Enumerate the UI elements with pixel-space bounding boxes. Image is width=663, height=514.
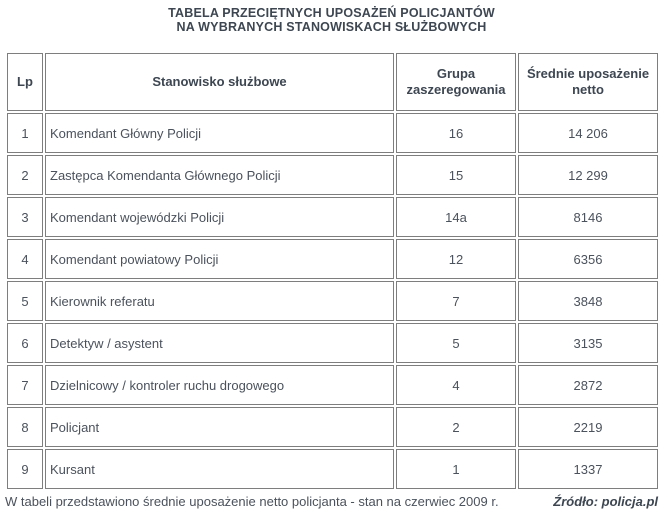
cell-salary: 3848: [518, 281, 658, 321]
cell-group: 16: [396, 113, 516, 153]
cell-group: 2: [396, 407, 516, 447]
table-row: [7, 365, 658, 405]
table-row: [7, 407, 658, 447]
cell-salary: 14 206: [518, 113, 658, 153]
table-row: [7, 113, 658, 153]
cell-lp: 2: [7, 155, 43, 195]
column-header-lp: Lp: [7, 53, 43, 111]
table-row: [7, 449, 658, 489]
cell-salary: 8146: [518, 197, 658, 237]
cell-salary: 12 299: [518, 155, 658, 195]
cell-group: 12: [396, 239, 516, 279]
cell-position: Komendant wojewódzki Policji: [45, 197, 394, 237]
cell-lp: 8: [7, 407, 43, 447]
column-header-position: Stanowisko służbowe: [45, 53, 394, 111]
cell-salary: 6356: [518, 239, 658, 279]
cell-position: Komendant powiatowy Policji: [45, 239, 394, 279]
cell-salary: 1337: [518, 449, 658, 489]
cell-group: 5: [396, 323, 516, 363]
cell-lp: 3: [7, 197, 43, 237]
page-title-line1: TABELA PRZECIĘTNYCH UPOSAŻEŃ POLICJANTÓW: [168, 6, 495, 20]
cell-position: Detektyw / asystent: [45, 323, 394, 363]
table-row: [7, 323, 658, 363]
source-label: Źródło: policja.pl: [553, 494, 658, 509]
cell-position: Dzielnicowy / kontroler ruchu drogowego: [45, 365, 394, 405]
table-row: [7, 281, 658, 321]
cell-salary: 2872: [518, 365, 658, 405]
cell-lp: 1: [7, 113, 43, 153]
column-header-salary: Średnie uposażenie netto: [518, 53, 658, 111]
cell-position: Komendant Główny Policji: [45, 113, 394, 153]
cell-position: Zastępca Komendanta Głównego Policji: [45, 155, 394, 195]
cell-group: 14a: [396, 197, 516, 237]
column-header-group: Grupa zaszeregowania: [396, 53, 516, 111]
table-row: [7, 155, 658, 195]
cell-group: 15: [396, 155, 516, 195]
cell-salary: 3135: [518, 323, 658, 363]
cell-lp: 4: [7, 239, 43, 279]
footer-note: W tabeli przedstawiono średnie uposażenie netto policjanta - stan na czerwiec 2009 r.: [5, 494, 499, 509]
cell-lp: 6: [7, 323, 43, 363]
cell-position: Kursant: [45, 449, 394, 489]
page-title: [0, 6, 663, 34]
cell-lp: 9: [7, 449, 43, 489]
cell-group: 7: [396, 281, 516, 321]
cell-group: 4: [396, 365, 516, 405]
cell-position: Policjant: [45, 407, 394, 447]
cell-group: 1: [396, 449, 516, 489]
table-header-row: [7, 53, 658, 111]
cell-salary: 2219: [518, 407, 658, 447]
table-footer: [5, 494, 658, 509]
table-row: [7, 239, 658, 279]
salary-table: [5, 51, 660, 491]
page-title-line2: NA WYBRANYCH STANOWISKACH SŁUŻBOWYCH: [176, 20, 487, 34]
cell-lp: 7: [7, 365, 43, 405]
cell-position: Kierownik referatu: [45, 281, 394, 321]
table-row: [7, 197, 658, 237]
cell-lp: 5: [7, 281, 43, 321]
